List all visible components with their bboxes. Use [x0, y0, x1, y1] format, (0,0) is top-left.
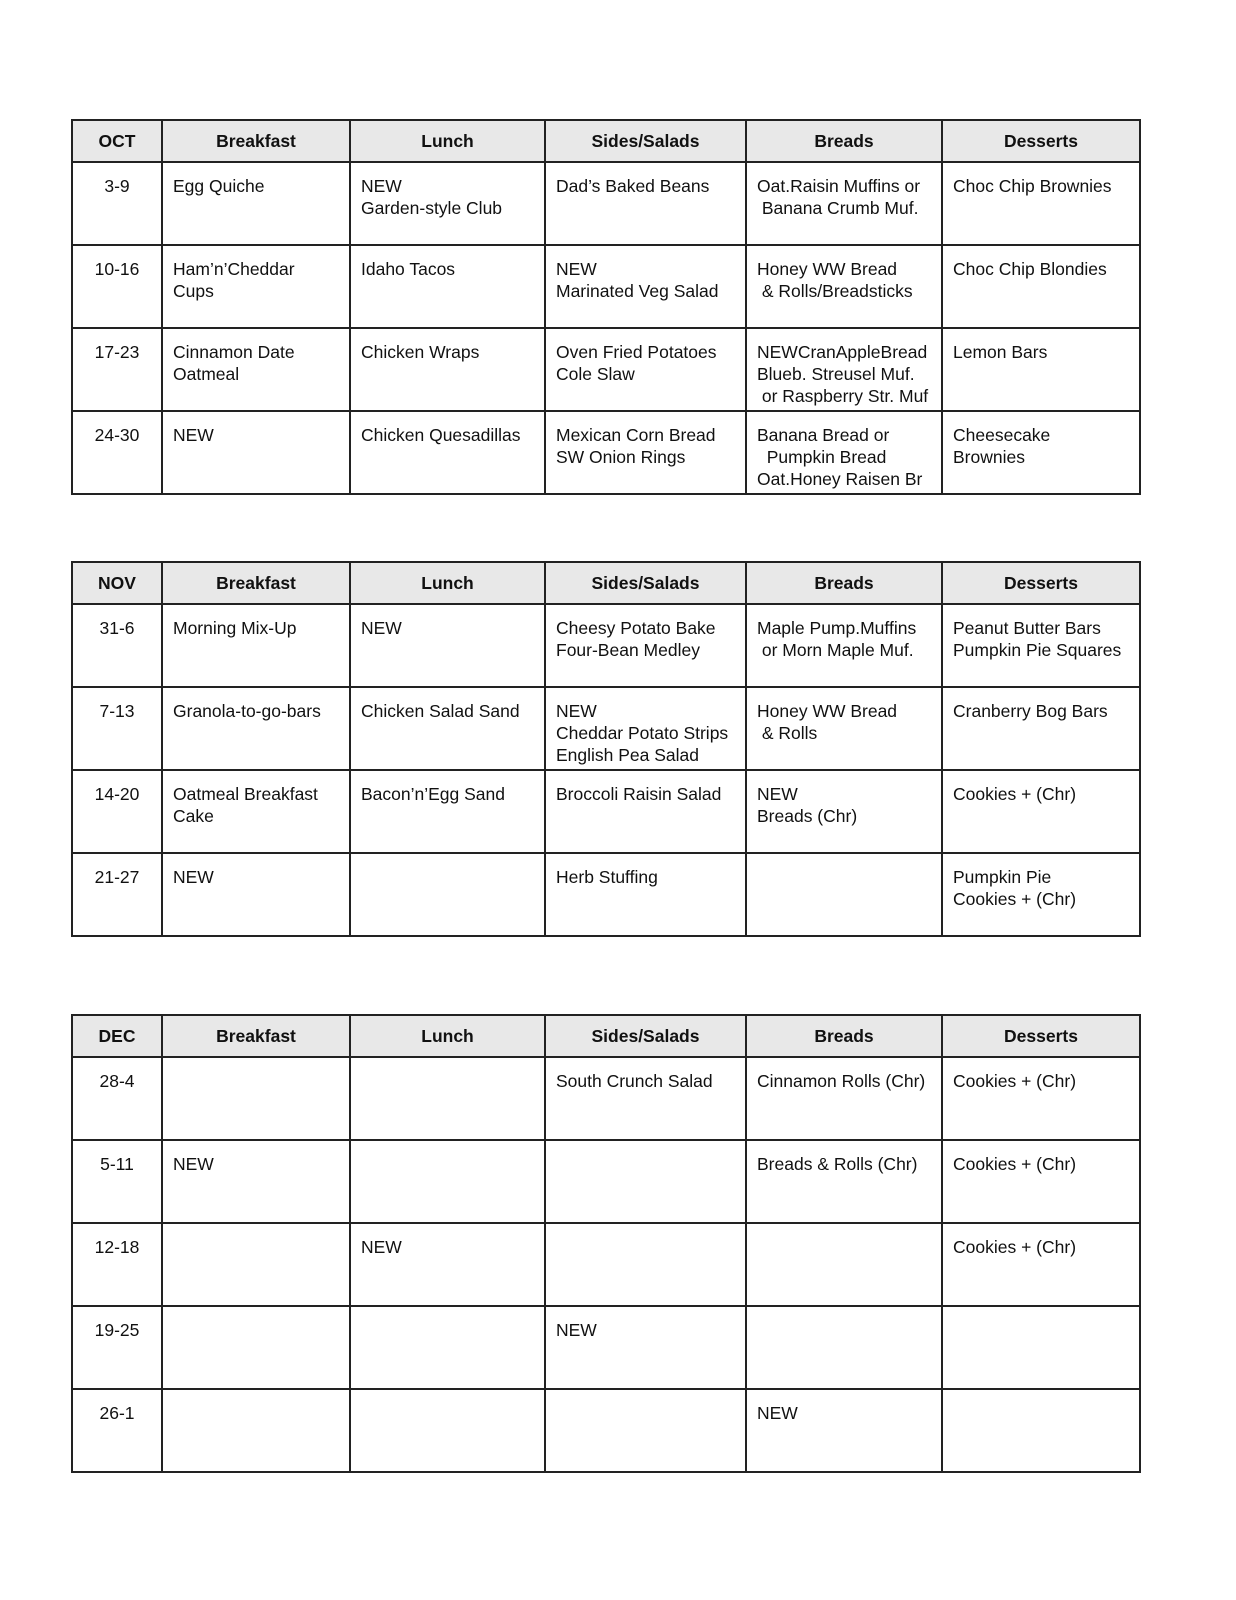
menu-cell: Pumpkin Pie Cookies + (Chr)	[942, 853, 1140, 936]
week-cell: 26-1	[72, 1389, 162, 1472]
menu-cell: NEW Garden-style Club	[350, 162, 545, 245]
week-cell: 12-18	[72, 1223, 162, 1306]
menu-cell: Oven Fried Potatoes Cole Slaw	[545, 328, 746, 411]
menu-cell: Breads & Rolls (Chr)	[746, 1140, 942, 1223]
menu-table-oct	[71, 119, 1141, 495]
menu-cell: Idaho Tacos	[350, 245, 545, 328]
table-row	[72, 770, 1140, 853]
column-header-desserts: Desserts	[942, 562, 1140, 604]
menu-cell: Chicken Wraps	[350, 328, 545, 411]
table-row	[72, 853, 1140, 936]
menu-cell	[746, 853, 942, 936]
menu-cell: NEW	[545, 1306, 746, 1389]
menu-cell: Herb Stuffing	[545, 853, 746, 936]
menu-cell: Lemon Bars	[942, 328, 1140, 411]
menu-cell: South Crunch Salad	[545, 1057, 746, 1140]
menu-cell	[746, 1223, 942, 1306]
column-header-sides-salads: Sides/Salads	[545, 120, 746, 162]
menu-cell	[162, 1389, 350, 1472]
menu-cell: Peanut Butter Bars Pumpkin Pie Squares	[942, 604, 1140, 687]
month-header: OCT	[72, 120, 162, 162]
menu-cell: Cookies + (Chr)	[942, 1057, 1140, 1140]
header-row	[72, 1015, 1140, 1057]
menu-cell: NEW	[350, 604, 545, 687]
menu-cell: NEW	[162, 411, 350, 494]
month-header: NOV	[72, 562, 162, 604]
menu-cell: Choc Chip Blondies	[942, 245, 1140, 328]
menu-cell: Chicken Salad Sand	[350, 687, 545, 770]
column-header-desserts: Desserts	[942, 120, 1140, 162]
column-header-sides-salads: Sides/Salads	[545, 562, 746, 604]
menu-cell	[746, 1306, 942, 1389]
menu-cell: Morning Mix-Up	[162, 604, 350, 687]
menu-cell: Honey WW Bread & Rolls/Breadsticks	[746, 245, 942, 328]
column-header-breads: Breads	[746, 562, 942, 604]
table-row	[72, 1057, 1140, 1140]
menu-cell	[350, 1057, 545, 1140]
column-header-lunch: Lunch	[350, 1015, 545, 1057]
menu-cell: Granola-to-go-bars	[162, 687, 350, 770]
column-header-breads: Breads	[746, 120, 942, 162]
menu-cell: Choc Chip Brownies	[942, 162, 1140, 245]
menu-cell: Chicken Quesadillas	[350, 411, 545, 494]
menu-cell: Ham’n’Cheddar Cups	[162, 245, 350, 328]
menu-cell	[350, 1140, 545, 1223]
column-header-breakfast: Breakfast	[162, 120, 350, 162]
menu-cell	[350, 853, 545, 936]
table-row	[72, 604, 1140, 687]
menu-cell: Cranberry Bog Bars	[942, 687, 1140, 770]
menu-cell: Honey WW Bread & Rolls	[746, 687, 942, 770]
table-row	[72, 1389, 1140, 1472]
menu-cell: Cookies + (Chr)	[942, 770, 1140, 853]
menu-cell: NEW	[162, 1140, 350, 1223]
menu-cell: Broccoli Raisin Salad	[545, 770, 746, 853]
week-cell: 21-27	[72, 853, 162, 936]
table-row	[72, 1140, 1140, 1223]
table-row	[72, 1306, 1140, 1389]
header-row	[72, 562, 1140, 604]
menu-cell	[162, 1057, 350, 1140]
menu-cell: NEWCranAppleBread Blueb. Streusel Muf. or Raspberry Str. Muf	[746, 328, 942, 411]
menu-table-dec	[71, 1014, 1141, 1473]
menu-cell	[162, 1223, 350, 1306]
menu-cell: NEW Breads (Chr)	[746, 770, 942, 853]
menu-cell: Cinnamon Date Oatmeal	[162, 328, 350, 411]
menu-cell: Dad’s Baked Beans	[545, 162, 746, 245]
menu-cell: Banana Bread or Pumpkin Bread Oat.Honey Raisen Br	[746, 411, 942, 494]
menu-cell: NEW Marinated Veg Salad	[545, 245, 746, 328]
column-header-desserts: Desserts	[942, 1015, 1140, 1057]
week-cell: 5-11	[72, 1140, 162, 1223]
menu-cell: Cookies + (Chr)	[942, 1223, 1140, 1306]
menu-cell: Cheesy Potato Bake Four-Bean Medley	[545, 604, 746, 687]
menu-cell: NEW	[746, 1389, 942, 1472]
table-row	[72, 328, 1140, 411]
week-cell: 7-13	[72, 687, 162, 770]
menu-cell: Cookies + (Chr)	[942, 1140, 1140, 1223]
menu-cell	[942, 1306, 1140, 1389]
menu-cell: Cinnamon Rolls (Chr)	[746, 1057, 942, 1140]
menu-cell	[942, 1389, 1140, 1472]
menu-cell: Maple Pump.Muffins or Morn Maple Muf.	[746, 604, 942, 687]
menu-cell: NEW	[162, 853, 350, 936]
menu-cell: Mexican Corn Bread SW Onion Rings	[545, 411, 746, 494]
menu-cell: NEW Cheddar Potato Strips English Pea Salad	[545, 687, 746, 770]
menu-cell: Oat.Raisin Muffins or Banana Crumb Muf.	[746, 162, 942, 245]
week-cell: 17-23	[72, 328, 162, 411]
menu-table-nov	[71, 561, 1141, 937]
menu-cell	[545, 1140, 746, 1223]
menu-cell: Cheesecake Brownies	[942, 411, 1140, 494]
menu-cell: Egg Quiche	[162, 162, 350, 245]
table-row	[72, 245, 1140, 328]
column-header-lunch: Lunch	[350, 562, 545, 604]
table-row	[72, 687, 1140, 770]
menu-cell	[350, 1389, 545, 1472]
week-cell: 14-20	[72, 770, 162, 853]
table-row	[72, 1223, 1140, 1306]
menu-cell: NEW	[350, 1223, 545, 1306]
menu-cell	[545, 1389, 746, 1472]
column-header-breakfast: Breakfast	[162, 562, 350, 604]
menu-cell	[545, 1223, 746, 1306]
week-cell: 28-4	[72, 1057, 162, 1140]
week-cell: 3-9	[72, 162, 162, 245]
menu-cell	[162, 1306, 350, 1389]
column-header-sides-salads: Sides/Salads	[545, 1015, 746, 1057]
menu-cell: Oatmeal Breakfast Cake	[162, 770, 350, 853]
header-row	[72, 120, 1140, 162]
table-row	[72, 411, 1140, 494]
column-header-breads: Breads	[746, 1015, 942, 1057]
column-header-breakfast: Breakfast	[162, 1015, 350, 1057]
week-cell: 10-16	[72, 245, 162, 328]
month-header: DEC	[72, 1015, 162, 1057]
menu-cell: Bacon’n’Egg Sand	[350, 770, 545, 853]
week-cell: 24-30	[72, 411, 162, 494]
table-row	[72, 162, 1140, 245]
week-cell: 31-6	[72, 604, 162, 687]
week-cell: 19-25	[72, 1306, 162, 1389]
column-header-lunch: Lunch	[350, 120, 545, 162]
menu-cell	[350, 1306, 545, 1389]
